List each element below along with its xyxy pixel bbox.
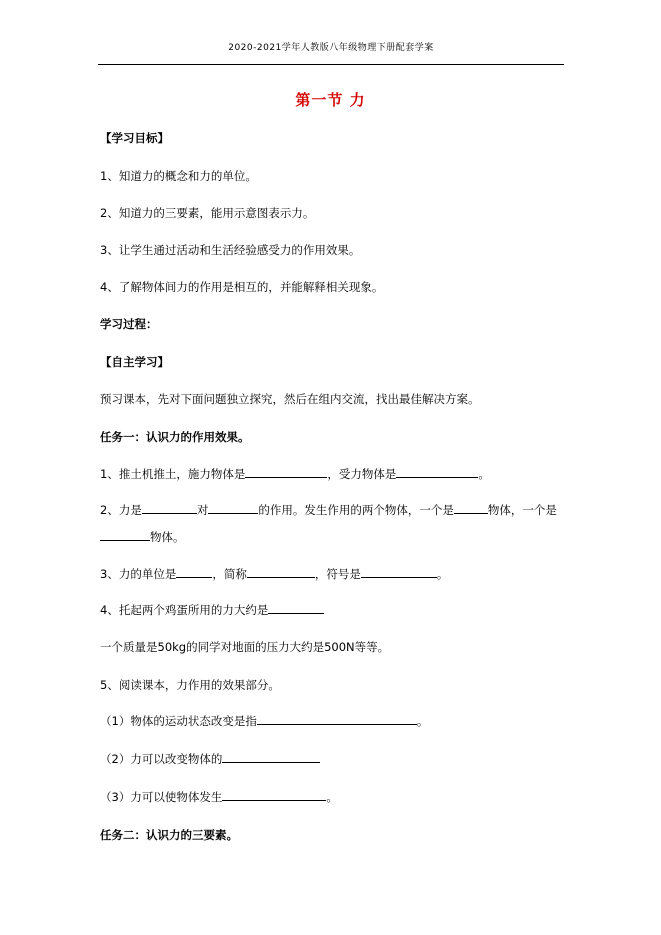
objective-item: 3、让学生通过活动和生活经验感受力的作用效果。 [100,243,361,257]
header-rule [98,64,564,65]
question-text: 4、托起两个鸡蛋所用的力大约是 [100,603,269,617]
question-text: ，受力物体是 [327,467,397,481]
answer-blank[interactable] [245,466,327,478]
question-text: 3、力的单位是 [100,567,177,581]
answer-blank[interactable] [208,502,258,514]
question-5-heading: 5、阅读课本，力作用的效果部分。 [100,678,280,692]
objective-item: 1、知道力的概念和力的单位。 [100,169,257,183]
answer-blank[interactable] [247,566,315,578]
question-5-sub-2 [100,751,320,767]
question-text: 对 [196,503,209,517]
question-5-sub-1 [100,713,428,729]
question-text: 的作用。发生作用的两个物体，一个是 [258,503,454,517]
process-heading: 学习过程： [100,317,158,331]
answer-blank[interactable] [396,466,478,478]
self-study-intro: 预习课本，先对下面问题独立探究，然后在组内交流，找出最佳解决方案。 [100,392,480,406]
answer-blank[interactable] [257,713,417,725]
page-title: 第一节 力 [295,91,366,109]
question-text: 1、推土机推土，施力物体是 [100,467,246,481]
task2-heading: 任务二：认识力的三要素。 [100,828,238,842]
objectives-heading: 【学习目标】 [100,131,169,145]
question-1 [100,466,490,482]
question-text: （3）力可以使物体发生 [100,790,223,804]
task1-heading: 任务一：认识力的作用效果。 [100,430,250,444]
question-text: 。 [478,467,490,481]
question-text: ，符号是 [314,567,361,581]
question-2 [100,502,557,518]
question-text: 物体。 [150,530,185,544]
answer-blank[interactable] [454,502,488,514]
question-text: ，简称 [212,567,247,581]
question-text: 2、力是 [100,503,142,517]
question-text: 。 [436,567,449,581]
question-5-sub-3 [100,789,338,805]
question-text: （1）物体的运动状态改变是指 [100,714,257,728]
answer-blank[interactable] [142,502,197,514]
question-text: 。 [326,790,338,804]
question-text: 物体，一个是 [487,503,557,517]
question-4 [100,602,324,618]
question-text: 。 [416,714,429,728]
answer-blank[interactable] [222,789,326,801]
answer-blank[interactable] [222,751,320,763]
answer-blank[interactable] [176,566,212,578]
question-4-note: 一个质量是50kg的同学对地面的压力大约是500N等等。 [100,640,390,654]
self-study-heading: 【自主学习】 [100,355,169,369]
objective-item: 4、了解物体间力的作用是相互的，并能解释相关现象。 [100,280,384,294]
answer-blank[interactable] [100,529,150,541]
page-header: 2020-2021学年人教版八年级物理下册配套学案 [228,43,434,53]
question-2-continued [100,529,185,545]
answer-blank[interactable] [361,566,437,578]
question-text: （2）力可以改变物体的 [100,752,223,766]
answer-blank[interactable] [268,602,324,614]
objective-item: 2、知道力的三要素，能用示意图表示力。 [100,206,315,220]
question-3 [100,566,448,582]
